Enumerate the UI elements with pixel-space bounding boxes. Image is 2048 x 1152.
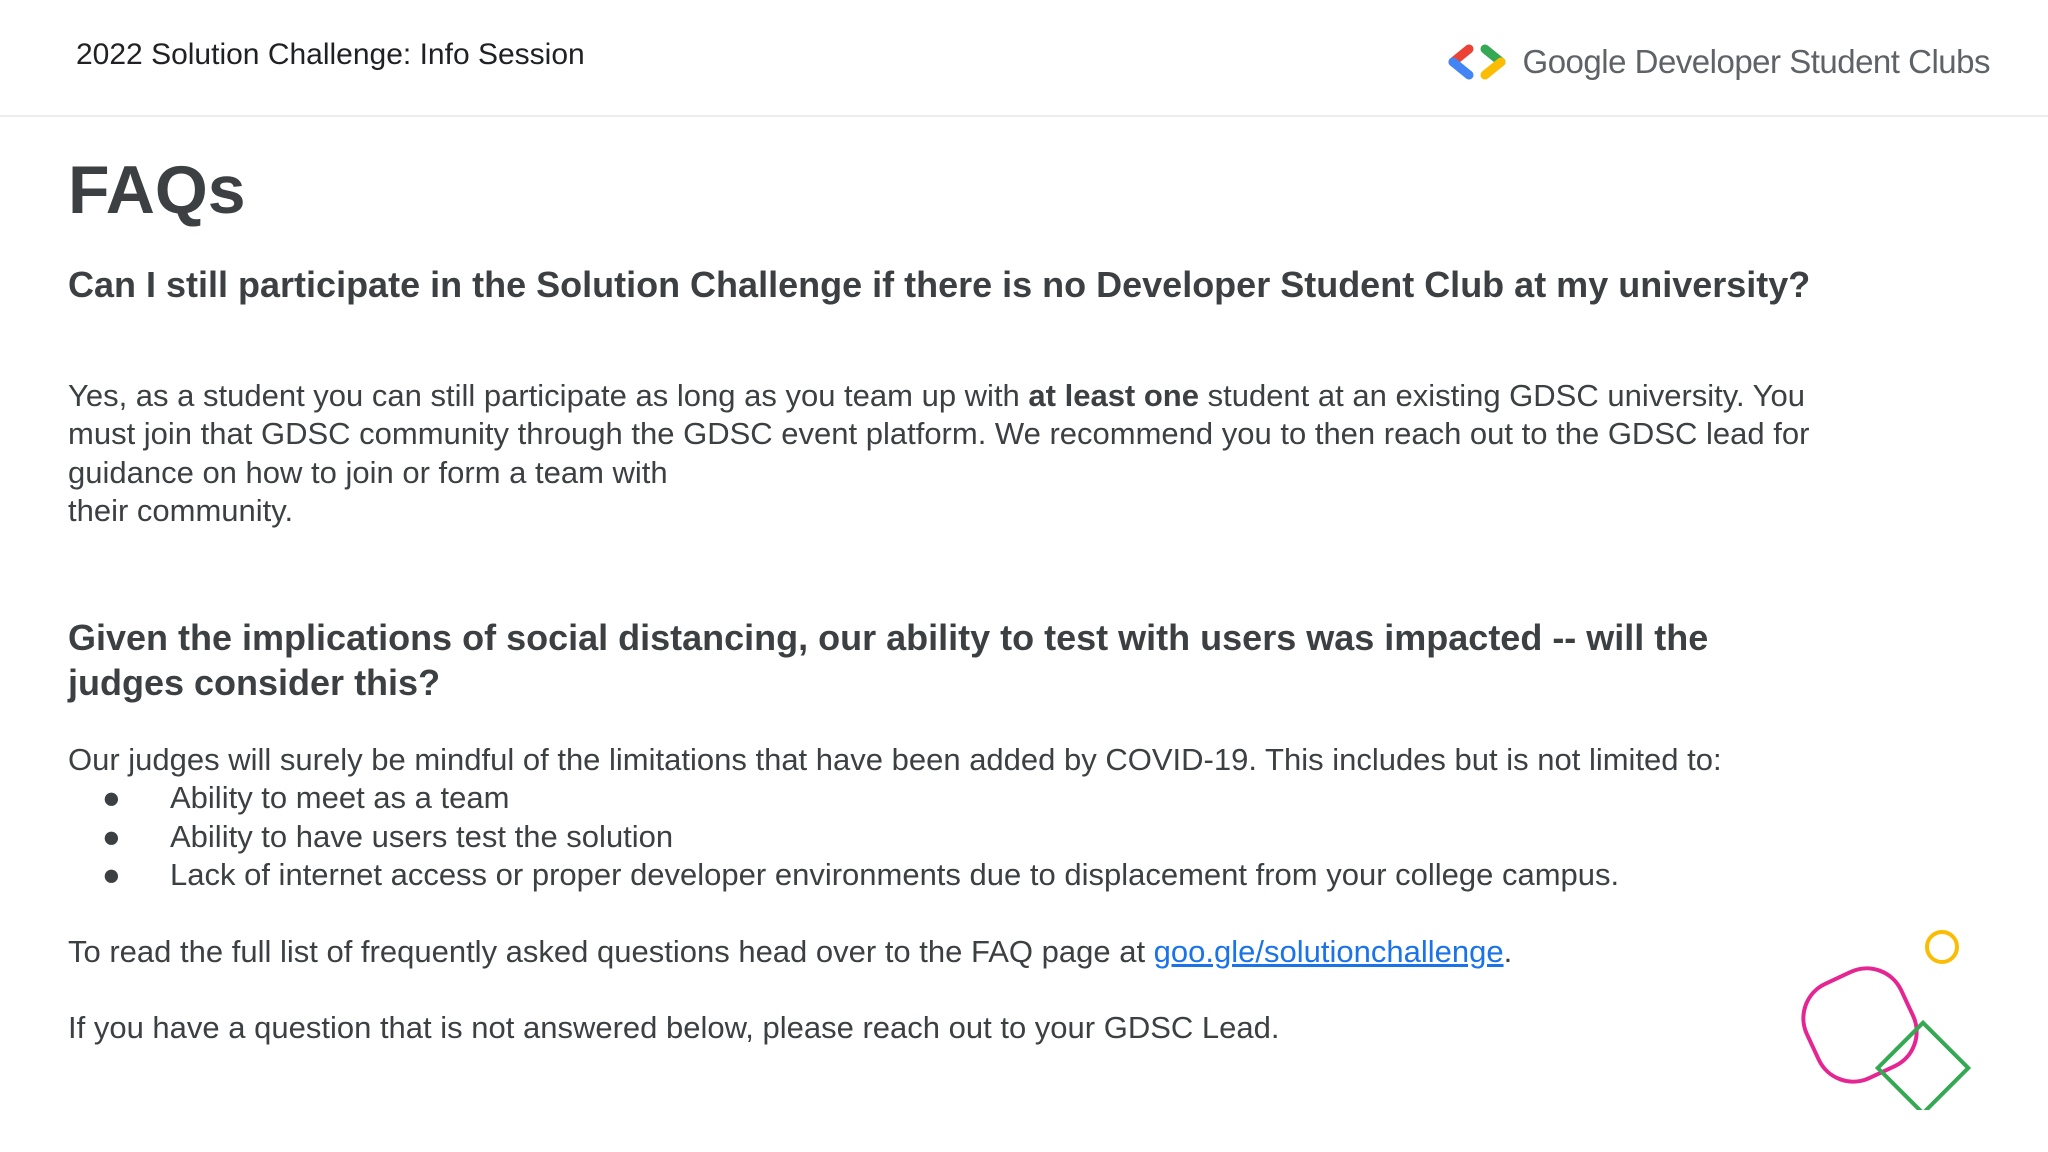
bullet-icon: ● [102, 818, 121, 854]
brand-text: Google Developer Student Clubs [1522, 43, 1990, 80]
faq-question-1: Can I still participate in the Solution Challenge if there is no Developer Student Club at my university? [68, 263, 1811, 305]
brand-logo-lockup [1443, 40, 1990, 84]
read-more-prefix: To read the full list of frequently asked questions head over to the FAQ page at [68, 933, 1154, 969]
answer-1-part-1: Yes, as a student you can still participate as long as you team up with [68, 377, 1029, 413]
main-content [68, 150, 1898, 1048]
read-more-suffix: . [1503, 933, 1513, 969]
limitations-list [68, 779, 1898, 895]
bullet-icon: ● [102, 857, 121, 893]
list-item [68, 818, 1898, 857]
header-title: 2022 Solution Challenge: Info Session [76, 38, 585, 71]
page-title: FAQs [68, 152, 246, 228]
pink-rounded-square-icon [1791, 956, 1929, 1094]
list-item-text: Ability to have users test the solution [170, 818, 674, 854]
faq-answer-2-intro: Our judges will surely be mindful of the limitations that have been added by COVID-19. This includes but is not limited to: [68, 741, 1722, 777]
bullet-icon: ● [102, 780, 121, 816]
decorative-shapes [1780, 925, 1980, 1110]
answer-1-part-2: student at an existing GDSC university. You must join that GDSC community through the GDSC event platform. We recommend you to then reach out to the GDSC lead for guidance on how to join or form a team with [68, 377, 1810, 490]
faq-answer-1 [68, 377, 1868, 531]
list-item-text: Ability to meet as a team [170, 780, 510, 816]
answer-1-bold: at least one [1028, 377, 1199, 413]
faq-question-2: Given the implications of social distancing, our ability to test with users was impacted -- will the judges consider this? [68, 616, 1709, 703]
list-item [68, 856, 1898, 895]
faq-page-link[interactable]: goo.gle/solutionchallenge [1153, 933, 1504, 969]
list-item-text: Lack of internet access or proper developer environments due to displacement from your college campus. [170, 857, 1620, 893]
list-item [68, 779, 1898, 818]
read-more-paragraph [68, 933, 1898, 972]
header [0, 0, 2048, 117]
gdsc-logo-icon [1443, 40, 1511, 84]
answer-1-tail: their community. [68, 493, 294, 529]
closing-paragraph: If you have a question that is not answered below, please reach out to your GDSC Lead. [68, 1010, 1280, 1046]
yellow-circle-icon [1927, 932, 1957, 962]
